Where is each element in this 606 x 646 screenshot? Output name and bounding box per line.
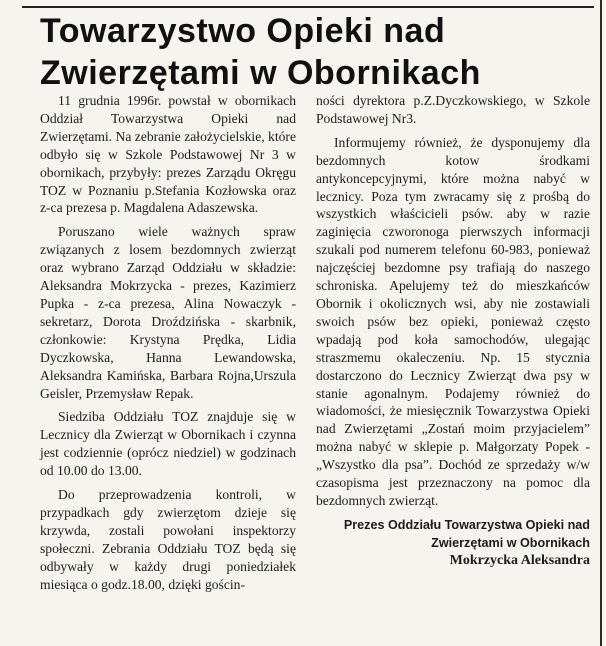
top-rule [22,6,594,8]
paragraph-continuation: ności dyrektora p.Z.Dyczkowskiego, w Szkole Podstawowej Nr3. [316,93,590,126]
left-column [40,92,296,599]
paragraph-inspectors: Do przeprowadzenia kontroli, w przypadkach gdy zwierzętom dzieje się krzywda, zostali powołani inspektorzy społeczni. Zebrania Oddziału TOZ będą się odbywały w każdy drugi poniedziałek miesiąca o godz.18.00, dzięki gościn- [40,487,296,592]
article-headline: Towarzystwo Opieki nad Zwierzętami w Obornikach [40,12,481,92]
signature-block [316,516,590,570]
paragraph-board: Poruszano wiele ważnych spraw związanych z losem bezdomnych zwierząt oraz wybrano Zarząd Oddziału w składzie: Aleksandra Mokrzycka - prezes, Kazimierz Pupka - z-ca prezesa, Alina Nowaczyk - sekretarz, Dorota Droździńska - skarbnik, członkowie: Krystyna Prędka, Lidia Dyczkowska, Hanna Lewandowska, Aleksandra Kamińska, Barbara Rojna,Urszula Geisler, Przemysław Repak. [40,224,296,401]
right-column [316,92,590,570]
paragraph-announcements: Informujemy również, że dysponujemy dla bezdomnych kotow środkami antykoncepcyjnymi, które można nabyć w lecznicy. Poza tym zwracamy się z prośbą do wszystkich właścicieli psów. aby w razie zaginięcia czworonoga pierwszych informacji szukali pod numerem telefonu 60-983, ponieważ najczęściej bezdomne psy trafiają do naszego schroniska. Apelujemy też do mieszkańców Obornik i okolicznych wsi, aby nie zostawiali swoich psów bez opieki, ponieważ często wpadają pod koła samochodów, ulegając straszmemu okaleczeniu. Np. 15 stycznia dostarczono do Lecznicy Zwierząt dwa psy w stanie agonalnym. Podajemy również do wiadomości, że miesięcznik Towarzystwa Opieki nad Zwierzętami „Zostań moim przyjacielem” można nabyć w sklepie p. Małgorzaty Popek - „Wszystko dla psa”. Dochód ze sprzedaży w/w czasopisma jest przeznaczony na pomoc dla bezdomnych zwierząt. [316,134,590,508]
signature-title: Prezes Oddziału Towarzystwa Opieki nad Zwierzętami w Obornikach [343,517,590,550]
paragraph-founding: 11 grudnia 1996r. powstał w obornikach Oddział Towarzystwa Opieki nad Zwierzętami. Na zebranie założycielskie, które odbyło się w Szkole Podstawowej Nr 3 w obornikach, przybyły: prezes Zarządu Okręgu TOZ w Poznaniu p.Stefania Kozłowska oraz z-ca prezesa p. Magdalena Adaszewska. [40,93,296,216]
clipping-edge [600,0,602,646]
signature-name: Mokrzycka Aleksandra [449,552,590,568]
paragraph-office-hours: Siedziba Oddziału TOZ znajduje się w Lecznicy dla Zwierząt w Obornikach i czynna jest codziennie (oprócz niedziel) w godzinach od 10.00 do 13.00. [40,409,296,479]
